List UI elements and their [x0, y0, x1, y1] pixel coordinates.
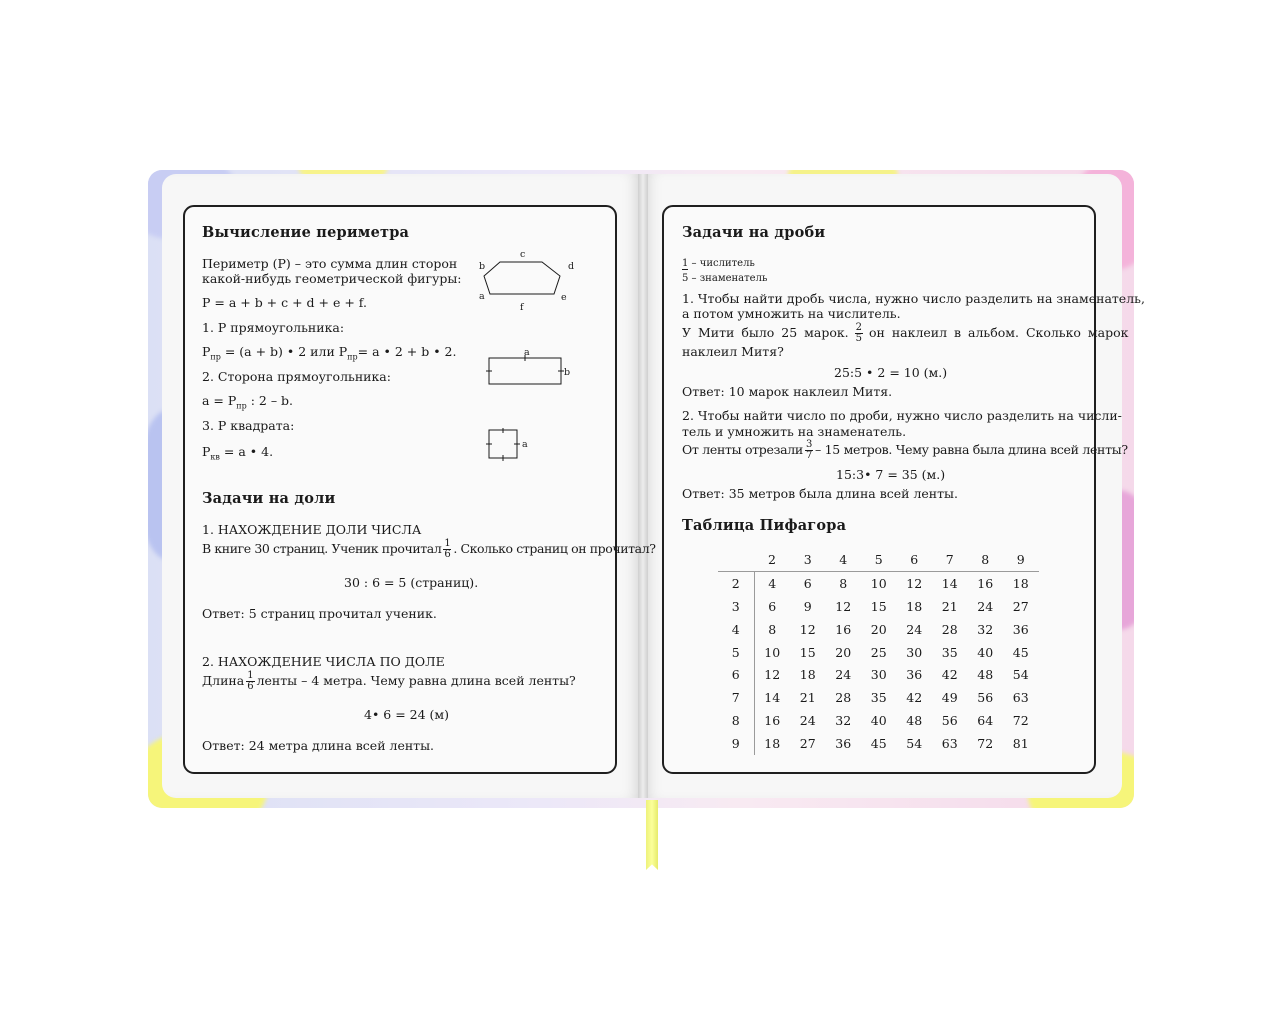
- shares-problem1-calc: 30 : 6 = 5 (страниц).: [344, 575, 479, 590]
- table-row: [718, 618, 1039, 641]
- row-header: 2: [718, 571, 754, 594]
- table-cell: 36: [1012, 621, 1029, 637]
- table-cell: 24: [799, 713, 816, 729]
- table-cell: 12: [764, 667, 781, 683]
- table-cell: 40: [977, 644, 994, 660]
- table-cell: 18: [764, 736, 781, 752]
- table-cell: 72: [1012, 713, 1029, 729]
- column-header: 7: [932, 548, 968, 571]
- hexagon-label-c: c: [520, 249, 526, 260]
- table-cell: 10: [870, 575, 887, 591]
- rectangle-perimeter-formula: $P_{пр} = (a + b)$ • 2 или $P_{пр}= a$ • 2 + b • 2.: [202, 344, 457, 362]
- section-title-fractions: Задачи на дроби: [682, 224, 826, 241]
- table-cell: 6: [768, 598, 777, 614]
- table-cell: 81: [1012, 736, 1029, 752]
- table-cell: 45: [1012, 644, 1029, 660]
- fraction-legend-denominator: 5 – знаменатель: [682, 273, 768, 284]
- row-header: 3: [718, 595, 754, 618]
- fraction-task2-calc: 15:3• 7 = 35 (м.): [836, 467, 946, 482]
- table-cell: 14: [764, 690, 781, 706]
- table-cell: 45: [870, 736, 887, 752]
- table-cell: 14: [941, 575, 958, 591]
- table-cell: 9: [803, 598, 812, 614]
- fraction-rule1: а потом умножить на числитель.: [682, 306, 901, 321]
- table-cell: 21: [799, 690, 816, 706]
- square-perimeter-title: 3. P квадрата:: [202, 418, 295, 433]
- table-row: [718, 686, 1039, 709]
- table-cell: 56: [977, 690, 994, 706]
- table-cell: 12: [906, 575, 923, 591]
- fraction-task1: У Мити было 25 марок. $\frac{2}{5}$ он наклеил в альбом. Сколько марок: [682, 322, 1129, 344]
- table-cell: 18: [906, 598, 923, 614]
- fraction: $\frac{1}{6}$: [247, 670, 254, 692]
- table-cell: 21: [941, 598, 958, 614]
- table-cell: 63: [1012, 690, 1029, 706]
- table-row: [718, 571, 1039, 594]
- rectangle-label-b: b: [564, 367, 571, 378]
- table-cell: 12: [835, 598, 852, 614]
- table-cell: 28: [835, 690, 852, 706]
- table-cell: 35: [870, 690, 887, 706]
- table-cell: 6: [803, 575, 812, 591]
- hexagon-diagram: [474, 246, 584, 314]
- table-cell: 40: [870, 713, 887, 729]
- table-cell: 42: [941, 667, 958, 683]
- shares-problem2-text: Длина $\frac{1}{6}$ ленты – 4 метра. Чему равна длина всей ленты?: [202, 670, 576, 692]
- table-cell: 28: [941, 621, 958, 637]
- shares-problem2-calc: 4• 6 = 24 (м): [364, 707, 450, 722]
- column-header: 6: [897, 548, 933, 571]
- table-header-row: [718, 548, 1039, 571]
- table-cell: 35: [941, 644, 958, 660]
- shares-problem2-answer: Ответ: 24 метра длина всей ленты.: [202, 738, 435, 753]
- table-cell: 56: [941, 713, 958, 729]
- hexagon-label-e: e: [561, 292, 567, 303]
- fraction-legend-numerator: 1 – числитель: [682, 258, 755, 269]
- table-cell: 20: [870, 621, 887, 637]
- table-cell: 8: [768, 621, 777, 637]
- table-row: [718, 641, 1039, 664]
- perimeter-formula: P = a + b + c + d + e + f.: [202, 295, 367, 310]
- table-cell: 48: [977, 667, 994, 683]
- row-header: 4: [718, 618, 754, 641]
- table-row: [718, 732, 1039, 755]
- fraction-rule1: 1. Чтобы найти дробь числа, нужно число разделить на знаменатель,: [682, 291, 1145, 306]
- ribbon-bookmark[interactable]: [646, 800, 658, 870]
- rectangle-label-a: a: [524, 347, 530, 358]
- column-header: 9: [1003, 548, 1039, 571]
- table-cell: 30: [870, 667, 887, 683]
- section-title-pythagoras: Таблица Пифагора: [682, 517, 847, 534]
- perimeter-definition: Периметр (P) – это сумма длин сторон: [202, 256, 458, 271]
- row-header: 8: [718, 709, 754, 732]
- fraction-task2-answer: Ответ: 35 метров была длина всей ленты.: [682, 486, 958, 501]
- table-cell: 24: [906, 621, 923, 637]
- row-header: 6: [718, 663, 754, 686]
- multiplication-table: [718, 548, 1039, 755]
- table-cell: 12: [799, 621, 816, 637]
- section-title-perimeter: Вычисление периметра: [202, 224, 410, 241]
- fraction: $\frac{1}{6}$: [444, 538, 451, 560]
- table-cell: 18: [1012, 575, 1029, 591]
- table-cell: 16: [835, 621, 852, 637]
- table-cell: 49: [941, 690, 958, 706]
- book-spine-gutter: [638, 174, 648, 798]
- fraction: $\frac{2}{5}$: [855, 322, 863, 344]
- square-label-a: a: [522, 439, 528, 450]
- table-cell: 15: [870, 598, 887, 614]
- square-diagram: [484, 428, 534, 462]
- fraction-task1-calc: 25:5 • 2 = 10 (м.): [834, 365, 948, 380]
- fraction-task2: От ленты отрезали $\frac{3}{7}$ – 15 метров. Чему равна была длина всей ленты?: [682, 439, 1128, 461]
- shares-problem1-text: В книге 30 страниц. Ученик прочитал $\frac{1}{6}$ . Сколько страниц он прочитал?: [202, 538, 656, 560]
- table-cell: 15: [799, 644, 816, 660]
- fraction: $\frac{3}{7}$: [805, 439, 812, 461]
- shares-problem2-title: 2. НАХОЖДЕНИЕ ЧИСЛА ПО ДОЛЕ: [202, 654, 445, 669]
- table-cell: 48: [906, 713, 923, 729]
- table-row: [718, 663, 1039, 686]
- table-cell: 8: [839, 575, 848, 591]
- table-cell: 16: [977, 575, 994, 591]
- column-header: 8: [968, 548, 1004, 571]
- perimeter-definition: какой-нибудь геометрической фигуры:: [202, 271, 462, 286]
- column-header: 3: [790, 548, 826, 571]
- table-cell: 36: [906, 667, 923, 683]
- table-cell: 63: [941, 736, 958, 752]
- fraction-task1: наклеил Митя?: [682, 344, 784, 359]
- square-perimeter-formula: $P_{кв} = a$ • 4.: [202, 444, 274, 462]
- table-row: [718, 709, 1039, 732]
- table-cell: 64: [977, 713, 994, 729]
- table-cell: 72: [977, 736, 994, 752]
- table-cell: 54: [1012, 667, 1029, 683]
- rectangle-side-title: 2. Сторона прямоугольника:: [202, 369, 391, 384]
- table-cell: 4: [768, 575, 777, 591]
- table-corner-cell: [718, 548, 754, 571]
- table-cell: 20: [835, 644, 852, 660]
- table-cell: 30: [906, 644, 923, 660]
- row-header: 7: [718, 686, 754, 709]
- table-cell: 32: [977, 621, 994, 637]
- hexagon-label-f: f: [520, 302, 524, 313]
- rectangle-side-formula: $a = P_{пр}$ : 2 – b.: [202, 393, 294, 411]
- shares-problem1-title: 1. НАХОЖДЕНИЕ ДОЛИ ЧИСЛА: [202, 522, 422, 537]
- rectangle-perimeter-title: 1. P прямоугольника:: [202, 320, 345, 335]
- table-cell: 25: [870, 644, 887, 660]
- column-header: 5: [861, 548, 897, 571]
- table-cell: 10: [764, 644, 781, 660]
- table-cell: 42: [906, 690, 923, 706]
- table-cell: 16: [764, 713, 781, 729]
- section-title-shares: Задачи на доли: [202, 490, 336, 507]
- row-header: 9: [718, 732, 754, 755]
- table-cell: 24: [977, 598, 994, 614]
- fraction-rule2: тель и умножить на знаменатель.: [682, 424, 907, 439]
- column-header: 2: [754, 548, 790, 571]
- table-row: [718, 595, 1039, 618]
- hexagon-label-d: d: [568, 261, 575, 272]
- row-header: 5: [718, 641, 754, 664]
- fraction-task1-answer: Ответ: 10 марок наклеил Митя.: [682, 384, 893, 399]
- table-cell: 27: [1012, 598, 1029, 614]
- table-cell: 18: [799, 667, 816, 683]
- hexagon-label-b: b: [479, 261, 486, 272]
- table-cell: 27: [799, 736, 816, 752]
- rectangle-diagram: [484, 346, 576, 390]
- shares-problem1-answer: Ответ: 5 страниц прочитал ученик.: [202, 606, 437, 621]
- table-cell: 24: [835, 667, 852, 683]
- table-cell: 54: [906, 736, 923, 752]
- table-cell: 32: [835, 713, 852, 729]
- column-header: 4: [826, 548, 862, 571]
- fraction-rule2: 2. Чтобы найти число по дроби, нужно число разделить на числи-: [682, 408, 1122, 423]
- table-cell: 36: [835, 736, 852, 752]
- hexagon-label-a: a: [479, 291, 485, 302]
